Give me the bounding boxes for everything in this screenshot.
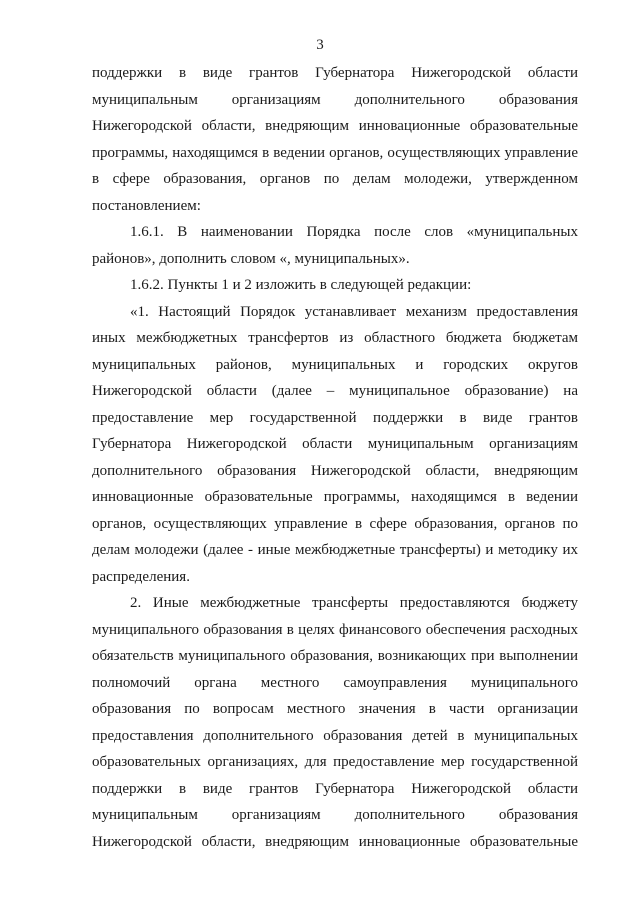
paragraph-1-6-1 bbox=[92, 219, 578, 272]
text-line: дополнительного образования Нижегородской области, внедряющим bbox=[92, 462, 578, 479]
text-line: делам молодежи (далее - иные межбюджетные трансферты) и методику их bbox=[92, 542, 578, 558]
text-line: образования по вопросам местного значения в части организации bbox=[92, 701, 578, 717]
text-line: полномочий органа местного самоуправления муниципального bbox=[92, 674, 578, 691]
text-line: Нижегородской области, внедряющим инновационные образовательные bbox=[92, 833, 578, 850]
text-line: 1.6.1. В наименовании Порядка после слов «муниципальных bbox=[130, 224, 578, 240]
text-line: органов, осуществляющих управление в сфере образования, органов по bbox=[92, 515, 578, 532]
text-line: программы, находящимся в ведении органов, осуществляющих управление bbox=[92, 144, 578, 161]
text-line: районов», дополнить словом «, муниципальных». bbox=[92, 250, 410, 267]
paragraph-point-2 bbox=[92, 590, 578, 855]
text-line: муниципальных районов, муниципальных и городских округов bbox=[92, 356, 578, 373]
page-number: 3 bbox=[316, 37, 324, 53]
text-line: 1.6.2. Пункты 1 и 2 изложить в следующей редакции: bbox=[130, 277, 472, 293]
text-line: обязательств муниципального образования, возникающих при выполнении bbox=[92, 648, 578, 664]
paragraph-intro-continued bbox=[92, 60, 578, 219]
text-line: предоставления дополнительного образования детей в муниципальных bbox=[92, 727, 578, 744]
text-line: 2. Иные межбюджетные трансферты предоставляются бюджету bbox=[130, 595, 578, 611]
document-body bbox=[92, 60, 578, 855]
text-line: муниципального образования в целях финансового обеспечения расходных bbox=[92, 621, 578, 638]
text-line: предоставление мер государственной поддержки в виде грантов bbox=[92, 409, 578, 426]
text-line: образовательных организациях, для предоставление мер государственной bbox=[92, 754, 578, 770]
paragraph-1-6-2 bbox=[92, 272, 578, 299]
text-line: иных межбюджетных трансфертов из областного бюджета бюджетам bbox=[92, 330, 578, 346]
text-line: муниципальным организациям дополнительного образования bbox=[92, 807, 578, 823]
paragraph-point-1 bbox=[92, 299, 578, 591]
text-line: Губернатора Нижегородской области муниципальным организациям bbox=[92, 436, 578, 452]
text-line: поддержки в виде грантов Губернатора Нижегородской области bbox=[92, 780, 578, 797]
text-line: муниципальным организациям дополнительного образования bbox=[92, 91, 578, 108]
text-line: инновационные образовательные программы, находящимся в ведении bbox=[92, 489, 578, 505]
text-line: распределения. bbox=[92, 568, 190, 585]
text-line: «1. Настоящий Порядок устанавливает механизм предоставления bbox=[130, 303, 578, 320]
text-line: Нижегородской области (далее – муниципальное образование) на bbox=[92, 383, 578, 399]
text-line: в сфере образования, органов по делам молодежи, утвержденном bbox=[92, 171, 578, 187]
text-line: Нижегородской области, внедряющим инновационные образовательные bbox=[92, 118, 578, 134]
text-line: поддержки в виде грантов Губернатора Нижегородской области bbox=[92, 65, 578, 81]
text-line: постановлением: bbox=[92, 197, 201, 214]
